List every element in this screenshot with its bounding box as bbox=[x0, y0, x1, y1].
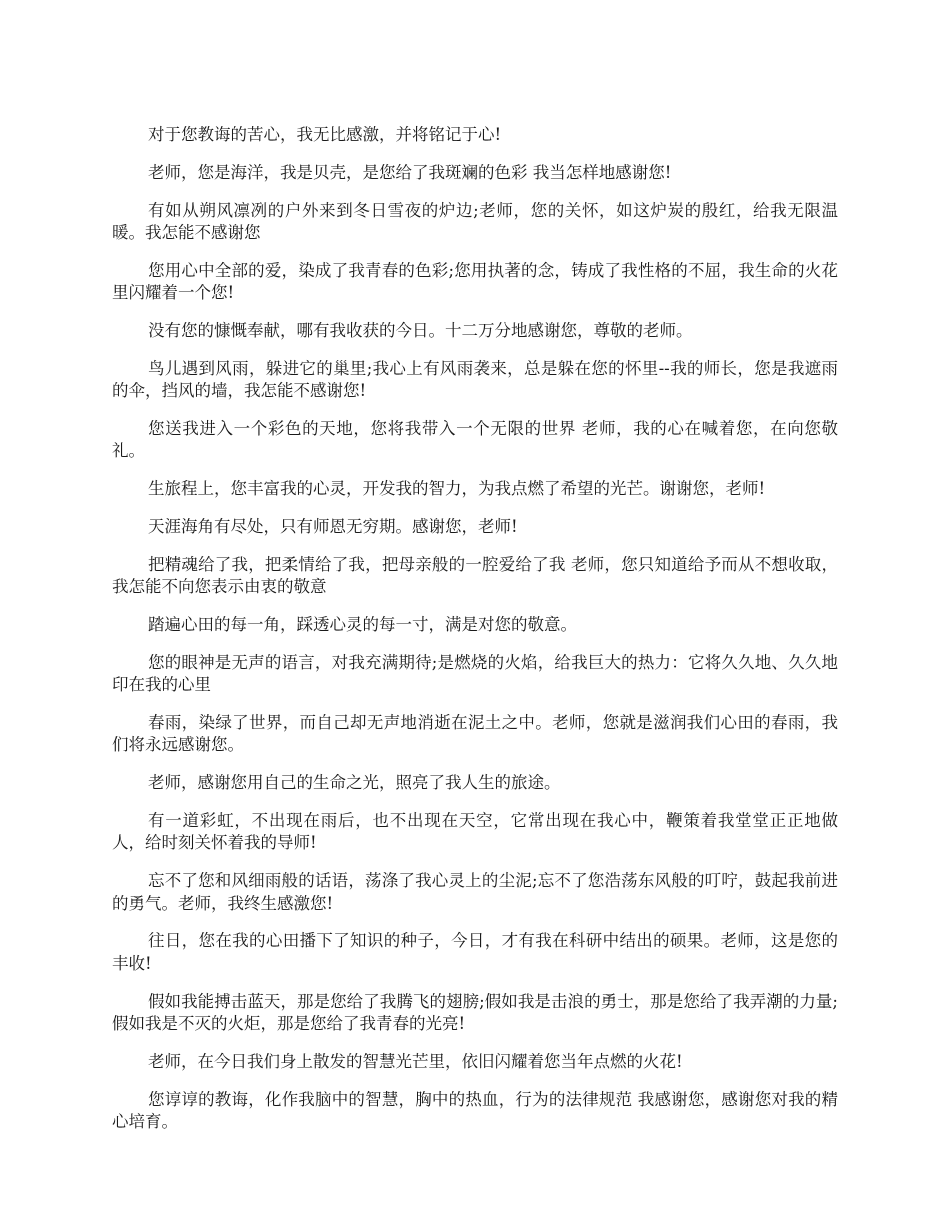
paragraph-16: 忘不了您和风细雨般的话语，荡涤了我心灵上的尘泥;忘不了您浩荡东风般的叮咛，鼓起我前进的勇气。老师，我终生感激您! bbox=[112, 871, 838, 913]
paragraph-13: 春雨，染绿了世界，而自己却无声地消逝在泥土之中。老师，您就是滋润我们心田的春雨，我们将永远感谢您。 bbox=[112, 713, 838, 755]
paragraph-17: 往日，您在我的心田播下了知识的种子，今日，才有我在科研中结出的硕果。老师，这是您的丰收! bbox=[112, 931, 838, 973]
paragraph-14: 老师，感谢您用自己的生命之光，照亮了我人生的旅途。 bbox=[148, 773, 561, 793]
paragraph-3: 有如从朔风凛冽的户外来到冬日雪夜的炉边;老师，您的关怀，如这炉炭的殷红，给我无限温暖。我怎能不感谢您 bbox=[112, 200, 838, 242]
paragraph-18: 假如我能搏击蓝天，那是您给了我腾飞的翅膀;假如我是击浪的勇士，那是您给了我弄潮的力量;假如我是不灭的火炬，那是您给了我青春的光亮! bbox=[112, 991, 838, 1034]
paragraph-19: 老师，在今日我们身上散发的智慧光芒里，依旧闪耀着您当年点燃的火花! bbox=[148, 1051, 683, 1071]
paragraph-20: 您谆谆的教诲，化作我脑中的智慧，胸中的热血，行为的法律规范 我感谢您，感谢您对我的精心培育。 bbox=[112, 1089, 838, 1132]
paragraph-12: 您的眼神是无声的语言，对我充满期待;是燃烧的火焰，给我巨大的热力：它将久久地、久久地印在我的心里 bbox=[112, 652, 838, 695]
paragraph-9: 天涯海角有尽处，只有师恩无穷期。感谢您，老师! bbox=[148, 517, 518, 536]
paragraph-4: 您用心中全部的爱，染成了我青春的色彩;您用执著的念，铸成了我性格的不屈，我生命的火花里闪耀着一个您! bbox=[112, 260, 838, 303]
paragraph-15: 有一道彩虹，不出现在雨后，也不出现在天空，它常出现在我心中，鞭策着我堂堂正正地做人，给时刻关怀着我的导师! bbox=[112, 811, 838, 853]
paragraph-6: 鸟儿遇到风雨，躲进它的巢里;我心上有风雨袭来，总是躲在您的怀里--我的师长，您是我遮雨的伞，挡风的墙，我怎能不感谢您! bbox=[112, 358, 838, 401]
paragraph-8: 生旅程上，您丰富我的心灵，开发我的智力，为我点燃了希望的光芒。谢谢您，老师! bbox=[148, 479, 766, 499]
document-body bbox=[112, 124, 838, 1149]
paragraph-10: 把精魂给了我，把柔情给了我，把母亲般的一腔爱给了我 老师，您只知道给予而从不想收取，我怎能不向您表示由衷的敬意 bbox=[112, 554, 838, 597]
paragraph-2: 老师，您是海洋，我是贝壳，是您给了我斑斓的色彩 我当怎样地感谢您! bbox=[148, 162, 672, 182]
paragraph-11: 踏遍心田的每一角，踩透心灵的每一寸，满是对您的敬意。 bbox=[148, 615, 577, 634]
paragraph-1: 对于您教诲的苦心，我无比感激，并将铭记于心! bbox=[148, 125, 502, 144]
paragraph-5: 没有您的慷慨奉献，哪有我收获的今日。十二万分地感谢您，尊敬的老师。 bbox=[148, 321, 693, 340]
paragraph-7: 您送我进入一个彩色的天地，您将我带入一个无限的世界 老师，我的心在喊着您，在向您敬礼。 bbox=[112, 419, 838, 461]
